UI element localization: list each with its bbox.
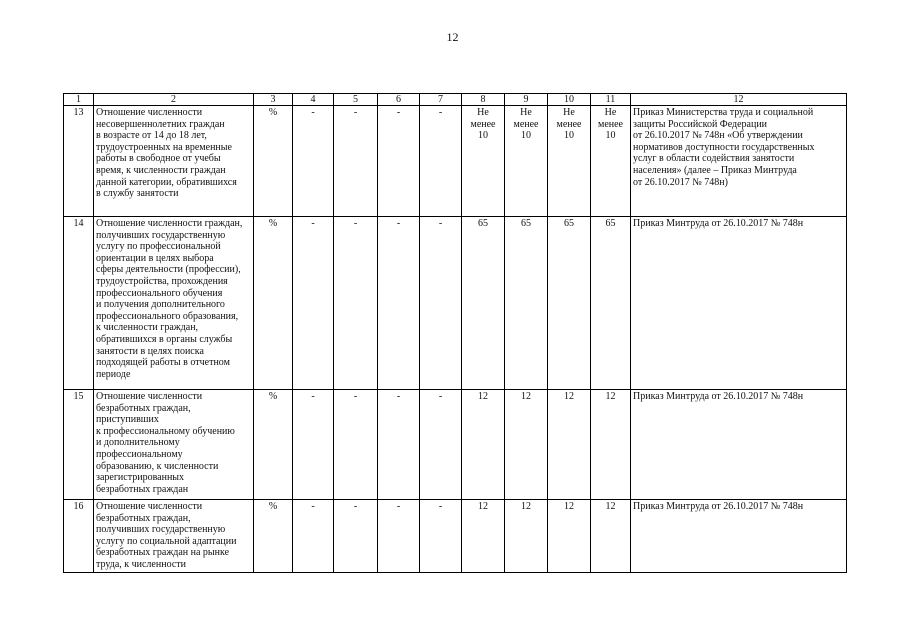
value-cell: 12 — [548, 500, 591, 573]
value-cell: Не менее 10 — [591, 106, 631, 217]
header-cell: 5 — [334, 94, 378, 106]
table-row — [64, 217, 847, 390]
value-cell: 65 — [548, 217, 591, 390]
page-number: 12 — [446, 30, 459, 44]
header-cell: 11 — [591, 94, 631, 106]
header-cell: 12 — [631, 94, 847, 106]
unit-cell: % — [254, 390, 293, 500]
value-cell: 65 — [462, 217, 505, 390]
header-cell: 6 — [378, 94, 420, 106]
header-cell: 8 — [462, 94, 505, 106]
source-document: Приказ Минтруда от 26.10.2017 № 748н — [631, 390, 847, 500]
row-number: 13 — [64, 106, 94, 217]
header-cell: 1 — [64, 94, 94, 106]
value-cell: - — [293, 106, 334, 217]
value-cell: Не менее 10 — [462, 106, 505, 217]
unit-cell: % — [254, 217, 293, 390]
indicator-name: Отношение численности несовершеннолетних граждан в возрасте от 14 до 18 лет, трудоустроенных на временные работы в свободное от учебы время, к численности граждан данной категории, обратившихся в службу занятости — [94, 106, 254, 217]
value-cell: - — [420, 390, 462, 500]
value-cell: Не менее 10 — [548, 106, 591, 217]
value-cell: 12 — [505, 390, 548, 500]
header-cell: 9 — [505, 94, 548, 106]
row-number: 15 — [64, 390, 94, 500]
source-document: Приказ Минтруда от 26.10.2017 № 748н — [631, 217, 847, 390]
value-cell: 65 — [505, 217, 548, 390]
value-cell: - — [293, 217, 334, 390]
unit-cell: % — [254, 106, 293, 217]
value-cell: 12 — [548, 390, 591, 500]
value-cell: - — [293, 390, 334, 500]
value-cell: 65 — [591, 217, 631, 390]
value-cell: 12 — [591, 500, 631, 573]
value-cell: - — [378, 106, 420, 217]
indicator-name: Отношение численности безработных граждан, приступивших к профессиональному обучению и дополнительному профессиональному образованию, к численности зарегистрированных безработных граждан — [94, 390, 254, 500]
value-cell: 12 — [462, 390, 505, 500]
value-cell: 12 — [505, 500, 548, 573]
value-cell: - — [334, 106, 378, 217]
value-cell: - — [334, 500, 378, 573]
unit-cell: % — [254, 500, 293, 573]
value-cell: 12 — [591, 390, 631, 500]
source-document: Приказ Минтруда от 26.10.2017 № 748н — [631, 500, 847, 573]
value-cell: - — [378, 500, 420, 573]
indicator-name: Отношение численности граждан, получивших государственную услугу по профессиональной ориентации в целях выбора сферы деятельности (профессии), трудоустройства, прохождения профессионального обучения и получения дополнительного профессионального образования, к численности граждан, обратившихся в органы службы занятости в целях поиска подходящей работы в отчетном периоде — [94, 217, 254, 390]
value-cell: - — [420, 217, 462, 390]
row-number: 14 — [64, 217, 94, 390]
value-cell: - — [334, 217, 378, 390]
header-cell: 2 — [94, 94, 254, 106]
table-row — [64, 500, 847, 573]
indicator-name: Отношение численности безработных граждан, получивших государственную услугу по социальной адаптации безработных граждан на рынке труда, к численности — [94, 500, 254, 573]
value-cell: - — [293, 500, 334, 573]
header-cell: 4 — [293, 94, 334, 106]
value-cell: Не менее 10 — [505, 106, 548, 217]
value-cell: - — [378, 217, 420, 390]
source-document: Приказ Министерства труда и социальной защиты Российской Федерации от 26.10.2017 № 748н «Об утверждении нормативов доступности государственных услуг в области содействия занятости населения» (далее – Приказ Минтруда от 26.10.2017 № 748н) — [631, 106, 847, 217]
value-cell: - — [334, 390, 378, 500]
header-cell: 10 — [548, 94, 591, 106]
table-header-row — [64, 94, 847, 106]
value-cell: - — [420, 500, 462, 573]
row-number: 16 — [64, 500, 94, 573]
table-row — [64, 390, 847, 500]
value-cell: 12 — [462, 500, 505, 573]
indicators-table — [63, 93, 847, 573]
header-cell: 3 — [254, 94, 293, 106]
value-cell: - — [378, 390, 420, 500]
value-cell: - — [420, 106, 462, 217]
table-row — [64, 106, 847, 217]
header-cell: 7 — [420, 94, 462, 106]
